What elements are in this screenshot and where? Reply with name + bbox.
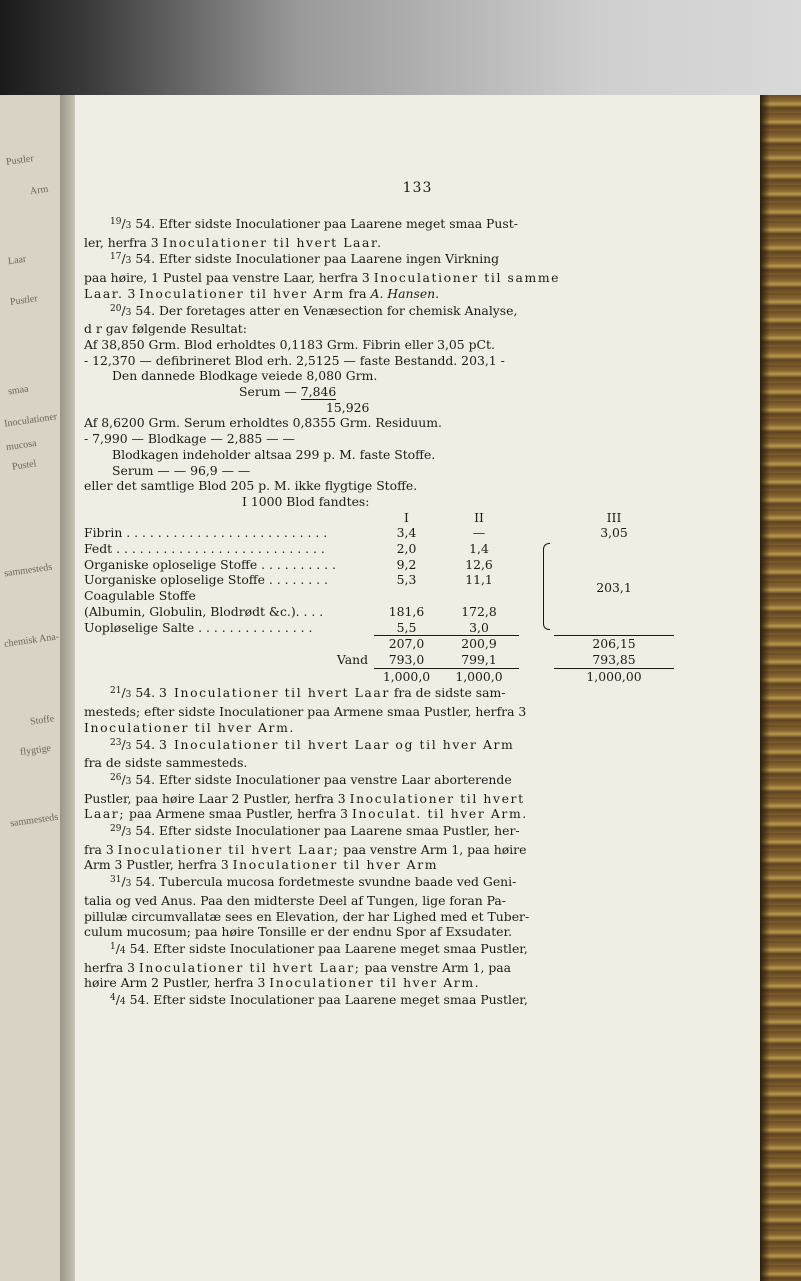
blood-line: Af 38,850 Grm. Blod erholdtes 0,1183 Grm. Fibrin eller 3,05 pCt.: [84, 336, 495, 352]
ghost-text: sammesteds: [3, 561, 53, 580]
ghost-text: Inoculationer: [3, 411, 58, 430]
blood-line: - 7,990 — Blodkage — 2,885 — —: [84, 431, 295, 447]
ghost-text: flygtige: [19, 742, 52, 759]
table-row: Fibrin . . . . . . . . . . . . . . . . . . . . . . . . . . 3,4 — 3,05: [84, 525, 628, 541]
page-body: [84, 215, 684, 1011]
ghost-text: Stoffe: [29, 713, 55, 728]
column-header: II: [474, 509, 484, 525]
table-row: (Albumin, Globulin, Blodrødt &c.). . . . 181,6 172,8: [84, 603, 497, 619]
blood-line: I 1000 Blod fandtes:: [242, 493, 370, 509]
ghost-text: Laar: [7, 253, 28, 268]
table-row: Coagulable Stoffe: [84, 588, 196, 604]
entry-paragraph: $^1$/4 54. Efter sidste Inoculationer paa Laarene meget smaa Pustler, herfra 3 Inoculationer til hvert Laar; paa venstre Arm 1, paa høire Arm 2 Pustler, herfra 3 Inoculationer til hver Arm.: [84, 940, 528, 991]
table-row: Organiske oploselige Stoffe . . . . . . . . . . 9,2 12,6: [84, 556, 493, 572]
ghost-text: Arm: [29, 183, 50, 198]
ghost-text: chemisk Ana-: [3, 631, 60, 650]
table-row: Fedt . . . . . . . . . . . . . . . . . . . . . . . . . . . 2,0 1,4 203,1: [84, 541, 674, 557]
scan-top-background: [0, 0, 801, 95]
column-header: I: [404, 509, 409, 525]
blood-line: Blodkagen indeholder altsaa 299 p. M. faste Stoffe.: [112, 446, 436, 462]
table-header-row: [84, 510, 674, 526]
entry-paragraph: $^{21}$/3 54. 3 Inoculationer til hvert Laar fra de sidste sam- mesteds; efter sidste Inoculationer paa Armene smaa Pustler, herfra 3 Inoculationer til hver Arm.: [84, 685, 527, 735]
page-number: 133: [402, 180, 433, 196]
table-total-row: 1,000,0 1,000,0 1,000,00: [382, 668, 642, 684]
ghost-text: Pustler: [5, 153, 35, 168]
entry-paragraph: $^{19}$/3 54. Efter sidste Inoculationer paa Laarene meget smaa Pust- ler, herfra 3 Inoculationer til hvert Laar.: [84, 216, 518, 250]
blood-line: eller det samtlige Blod 205 p. M. ikke flygtige Stoffe.: [84, 478, 418, 494]
entry-paragraph: $^{29}$/3 54. Efter sidste Inoculationer paa Laarene smaa Pustler, her- fra 3 Inoculationer til hvert Laar; paa venstre Arm 1, paa høire Arm 3 Pustler, herfra 3 Inoculationer til hver Arm: [84, 823, 527, 873]
book-page: [75, 95, 760, 1281]
blood-line: - 12,370 — defibrineret Blod erh. 2,5125 — faste Bestandd. 203,1 -: [84, 352, 505, 368]
blood-line: Af 8,6200 Grm. Serum erholdtes 0,8355 Grm. Residuum.: [84, 415, 442, 431]
brace: [543, 543, 550, 630]
ghost-text: sammesteds: [9, 811, 59, 830]
blood-line: Serum — — 96,9 — —: [112, 462, 251, 478]
entry-paragraph: $^{26}$/3 54. Efter sidste Inoculationer paa venstre Laar aborterende Pustler, paa høire Laar 2 Pustler, herfra 3 Inoculationer til hvert Laar; paa Armene smaa Pustler, herfra 3 Inoculat. til hver Arm.: [84, 771, 528, 822]
composition-table: [84, 510, 674, 685]
entry-paragraph: $^{31}$/3 54. Tubercula mucosa fordetmeste svundne baade ved Geni- talia og ved Anus. Paa den midterste Deel af Tungen, lige foran Pa- pillulæ circumvallatæ sees en Elevation, der har Lighed med et Tuber- culum mucosum; paa høire Tonsille er der endnu Spor af Exsudater.: [84, 874, 530, 940]
ghost-text: Pustel: [11, 458, 38, 473]
entry-paragraph: $^{23}$/3 54. 3 Inoculationer til hvert Laar og til hver Arm fra de sidste sammesteds.: [84, 736, 515, 771]
ghost-text: smaa: [7, 383, 30, 398]
entry-paragraph: $^4$/4 54. Efter sidste Inoculationer paa Laarene meget smaa Pustler,: [110, 992, 528, 1008]
ghost-text: mucosa: [5, 437, 38, 454]
blood-line: Serum — 7,846: [239, 384, 337, 400]
ghost-text: Pustler: [9, 293, 39, 308]
blood-line: Den dannede Blodkage veiede 8,080 Grm.: [112, 368, 378, 384]
table-row: Uopløselige Salte . . . . . . . . . . . . . . . 5,5 3,0: [84, 620, 674, 636]
entry-paragraph: $^{17}$/3 54. Efter sidste Inoculationer paa Laarene ingen Virkning paa høire, 1 Pustel paa venstre Laar, herfra 3 Inoculationer til samme Laar. 3 Inoculationer til hver Arm fra A. Hansen.: [84, 251, 561, 301]
entry-paragraph: $^{20}$/3 54. Der foretages atter en Venæsection for chemisk Analyse, d r gav følgende Resultat:: [84, 302, 518, 337]
column-header: III: [606, 509, 622, 525]
table-sum-row: 207,0 200,9 206,15: [84, 636, 674, 652]
book-binding-edge: [760, 95, 801, 1281]
blood-sum: 15,926: [326, 399, 370, 415]
table-row: Uorganiske oploselige Stoffe . . . . . . . . 5,3 11,1: [84, 572, 493, 588]
table-water-row: Vand 793,0 799,1 793,85: [84, 652, 674, 668]
